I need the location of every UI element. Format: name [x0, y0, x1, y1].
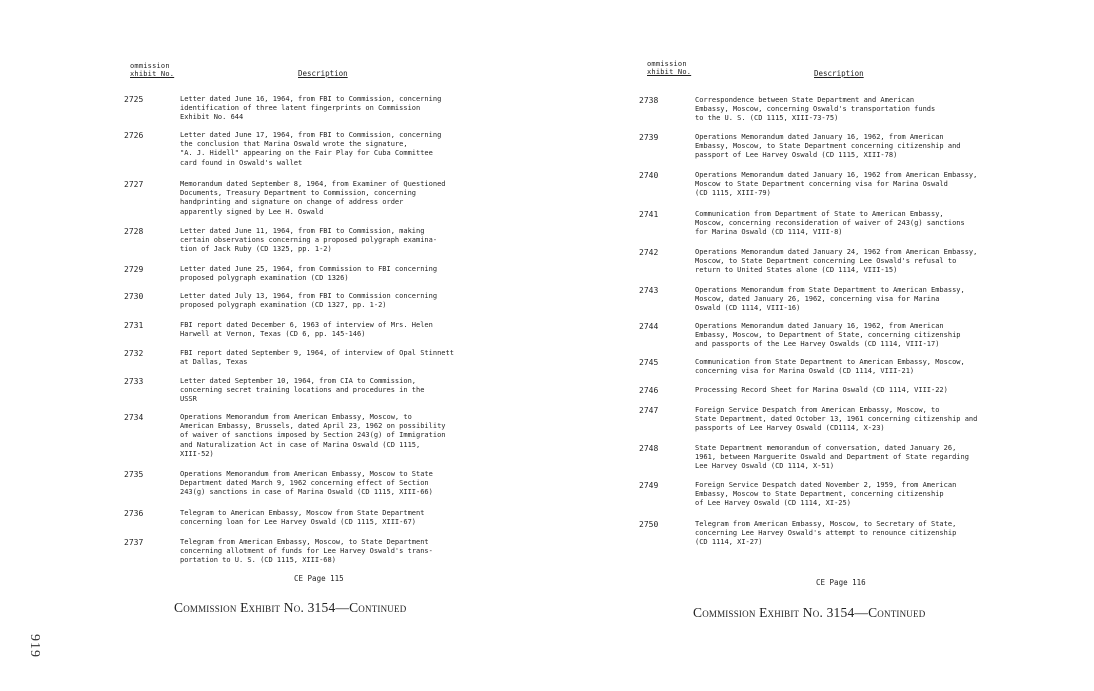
exhibit-description: [180, 349, 454, 367]
description-line: Exhibit No. 644: [180, 113, 244, 122]
description-line: Embassy, Moscow, to State Department concerning citizenship and: [695, 142, 961, 151]
exhibit-number: 2730: [124, 292, 144, 301]
description-line: proposed polygraph examination (CD 1326): [180, 274, 349, 283]
exhibit-number: 2737: [124, 538, 144, 547]
description-line: FBI report dated September 9, 1964, of interview of Opal Stinnett: [180, 349, 454, 357]
exhibit-number: 2745: [639, 358, 659, 367]
exhibit-number: 2732: [124, 349, 144, 358]
description-line: handprinting and signature on change of address order: [180, 198, 404, 207]
side-page-number: 919: [27, 634, 42, 658]
exhibit-number: 2736: [124, 509, 144, 518]
description-line: return to United States alone (CD 1114, VIII-15): [695, 266, 898, 275]
exhibit-description: [180, 470, 433, 498]
exhibit-number: 2733: [124, 377, 144, 386]
description-line: XIII-52): [180, 449, 214, 458]
exhibit-description: [695, 322, 961, 350]
exhibit-description: [180, 509, 424, 527]
description-line: of Lee Harvey Oswald (CD 1114, XI-25): [695, 499, 851, 508]
description-line: Moscow to State Department concerning visa for Marina Oswald: [695, 180, 948, 189]
exhibit-description: [180, 265, 437, 283]
description-line: and Naturalization Act in case of Marina Oswald (CD 1115,: [180, 440, 421, 449]
continued-caption: Commission Exhibit No. 3154—Continued: [174, 600, 407, 615]
exhibit-number: 2734: [124, 413, 144, 422]
description-line: Lee Harvey Oswald (CD 1114, X-51): [695, 462, 835, 471]
description-line: proposed polygraph examination (CD 1327, pp. 1-2): [180, 301, 387, 310]
description-line: tion of Jack Ruby (CD 1325, pp. 1-2): [180, 245, 332, 254]
exhibit-number: 2735: [124, 470, 144, 479]
exhibit-description: [695, 481, 956, 509]
exhibit-description: [695, 210, 965, 238]
exhibit-description: [180, 227, 437, 255]
description-line: Moscow, to State Department concerning Lee Oswald's refusal to: [695, 257, 957, 266]
exhibit-description: [695, 133, 961, 161]
description-line: Letter dated June 16, 1964, from FBI to Commission, concerning: [180, 95, 442, 103]
description-line: 243(g) sanctions in case of Marina Oswald (CD 1115, XIII-66): [180, 488, 433, 497]
exhibit-description: [695, 406, 977, 434]
exhibit-description: [695, 96, 935, 124]
description-line: certain observations concerning a proposed polygraph examina-: [180, 236, 438, 245]
description-line: Letter dated June 17, 1964, from FBI to Commission, concerning: [180, 131, 442, 139]
description-line: Foreign Service Despatch dated November 2, 1959, from American: [695, 481, 957, 489]
exhibit-description: [695, 520, 956, 548]
exhibit-description: [695, 444, 969, 472]
exhibit-description: [695, 171, 977, 199]
exhibit-description: [695, 248, 977, 276]
description-line: Communication from State Department to American Embassy, Moscow,: [695, 358, 965, 366]
description-line: Telegram from American Embassy, Moscow, to Secretary of State,: [695, 520, 957, 528]
exhibit-header-line2: xhibit No.: [647, 68, 692, 76]
description-line: concerning allotment of funds for Lee Harvey Oswald's trans-: [180, 547, 433, 556]
exhibit-number: 2744: [639, 322, 659, 331]
description-line: Operations Memorandum from American Embassy, Moscow to State: [180, 470, 433, 478]
description-line: portation to U. S. (CD 1115, XIII-68): [180, 556, 336, 565]
description-line: apparently signed by Lee H. Oswald: [180, 207, 324, 216]
description-line: State Department, dated October 13, 1961 concerning citizenship and: [695, 415, 978, 424]
description-line: concerning loan for Lee Harvey Oswald (CD 1115, XIII-67): [180, 518, 417, 527]
description-line: concerning visa for Marina Oswald (CD 1114, VIII-21): [695, 367, 915, 376]
description-line: Correspondence between State Department and American: [695, 96, 915, 104]
exhibit-number: 2746: [639, 386, 659, 395]
exhibit-description: [180, 131, 441, 168]
description-line: Operations Memorandum dated January 16, 1962 from American Embassy,: [695, 171, 978, 179]
description-column-header: Description: [814, 69, 864, 78]
description-line: the conclusion that Marina Oswald wrote the signature,: [180, 140, 408, 149]
description-line: Embassy, Moscow, concerning Oswald's transportation funds: [695, 105, 936, 114]
exhibit-description: [180, 377, 424, 405]
description-line: Processing Record Sheet for Marina Oswald (CD 1114, VIII-22): [695, 386, 948, 394]
exhibit-description: [695, 386, 948, 395]
description-column-header: Description: [298, 69, 348, 78]
exhibit-description: [180, 292, 437, 310]
description-line: card found in Oswald's wallet: [180, 158, 303, 167]
description-line: Oswald (CD 1114, VIII-16): [695, 304, 801, 313]
exhibit-number: 2731: [124, 321, 144, 330]
description-line: State Department memorandum of conversation, dated January 26,: [695, 444, 957, 452]
exhibit-number: 2738: [639, 96, 659, 105]
exhibit-no-column-header: [130, 62, 174, 78]
exhibit-description: [180, 95, 441, 123]
description-line: and passports of the Lee Harvey Oswalds (CD 1114, VIII-17): [695, 340, 940, 349]
exhibit-description: [180, 321, 433, 339]
description-line: Operations Memorandum from American Embassy, Moscow, to: [180, 413, 412, 421]
description-line: Operations Memorandum dated January 24, 1962 from American Embassy,: [695, 248, 978, 256]
exhibit-description: [180, 180, 446, 217]
exhibit-number: 2740: [639, 171, 659, 180]
description-line: concerning Lee Harvey Oswald's attempt to renounce citizenship: [695, 529, 957, 538]
description-line: Letter dated September 10, 1964, from CIA to Commission,: [180, 377, 417, 385]
description-line: USSR: [180, 395, 197, 404]
exhibit-number: 2725: [124, 95, 144, 104]
description-line: Letter dated July 13, 1964, from FBI to Commission concerning: [180, 292, 438, 300]
description-line: Communication from Department of State to American Embassy,: [695, 210, 944, 218]
description-line: "A. J. Hidell" appearing on the Fair Play for Cuba Committee: [180, 149, 433, 158]
exhibit-number: 2750: [639, 520, 659, 529]
exhibit-header-line2: xhibit No.: [130, 70, 175, 78]
exhibit-number: 2748: [639, 444, 659, 453]
description-line: passport of Lee Harvey Oswald (CD 1115, XIII-78): [695, 151, 898, 160]
exhibit-number: 2728: [124, 227, 144, 236]
exhibit-header-line1: ommission: [130, 62, 170, 70]
description-line: Letter dated June 11, 1964, from FBI to Commission, making: [180, 227, 425, 235]
exhibit-description: [180, 538, 433, 566]
exhibit-number: 2747: [639, 406, 659, 415]
ce-page-label: CE Page 116: [816, 578, 866, 587]
exhibit-number: 2743: [639, 286, 659, 295]
description-line: Operations Memorandum from State Department to American Embassy,: [695, 286, 965, 294]
continued-caption: Commission Exhibit No. 3154—Continued: [693, 605, 926, 620]
exhibit-number: 2727: [124, 180, 144, 189]
description-line: Operations Memorandum dated January 16, 1962, from American: [695, 322, 944, 330]
description-line: Telegram to American Embassy, Moscow from State Department: [180, 509, 425, 517]
description-line: passports of Lee Harvey Oswald (CD1114, X-23): [695, 424, 885, 433]
description-line: concerning secret training locations and procedures in the: [180, 386, 425, 395]
description-line: Moscow, dated January 26, 1962, concerning visa for Marina: [695, 295, 940, 304]
description-line: Department dated March 9, 1962 concerning effect of Section: [180, 479, 429, 488]
exhibit-description: [695, 286, 965, 314]
description-line: Letter dated June 25, 1964, from Commission to FBI concerning: [180, 265, 438, 273]
description-line: Operations Memorandum dated January 16, 1962, from American: [695, 133, 944, 141]
right-page: [547, 0, 1094, 691]
description-line: 1961, between Marguerite Oswald and Department of State regarding: [695, 453, 969, 462]
exhibit-description: [180, 413, 446, 459]
exhibit-number: 2726: [124, 131, 144, 140]
exhibit-number: 2729: [124, 265, 144, 274]
exhibit-number: 2741: [639, 210, 659, 219]
description-line: identification of three latent fingerprints on Commission: [180, 104, 421, 113]
exhibit-description: [695, 358, 965, 376]
description-line: for Marina Oswald (CD 1114, VIII-8): [695, 228, 843, 237]
exhibit-number: 2739: [639, 133, 659, 142]
description-line: American Embassy, Brussels, dated April 23, 1962 on possibility: [180, 422, 446, 431]
exhibit-number: 2749: [639, 481, 659, 490]
description-line: Embassy, Moscow, to Department of State, concerning citizenship: [695, 331, 961, 340]
description-line: Embassy, Moscow to State Department, concerning citizenship: [695, 490, 944, 499]
description-line: (CD 1115, XIII-79): [695, 189, 771, 198]
description-line: Documents, Treasury Department to Commission, concerning: [180, 189, 417, 198]
description-line: FBI report dated December 6, 1963 of interview of Mrs. Helen: [180, 321, 433, 329]
description-line: Moscow, concerning reconsideration of waiver of 243(g) sanctions: [695, 219, 965, 228]
description-line: to the U. S. (CD 1115, XIII-73-75): [695, 114, 839, 123]
description-line: at Dallas, Texas: [180, 358, 248, 367]
description-line: Memorandum dated September 8, 1964, from Examiner of Questioned: [180, 180, 446, 188]
description-line: of waiver of sanctions imposed by Section 243(g) of Immigration: [180, 431, 446, 440]
ce-page-label: CE Page 115: [294, 574, 344, 583]
description-line: Harwell at Vernon, Texas (CD 6, pp. 145-146): [180, 330, 366, 339]
exhibit-number: 2742: [639, 248, 659, 257]
description-line: (CD 1114, XI-27): [695, 538, 763, 547]
description-line: Foreign Service Despatch from American Embassy, Moscow, to: [695, 406, 940, 414]
exhibit-no-column-header: [647, 60, 691, 76]
exhibit-header-line1: ommission: [647, 60, 687, 68]
description-line: Telegram from American Embassy, Moscow, to State Department: [180, 538, 429, 546]
